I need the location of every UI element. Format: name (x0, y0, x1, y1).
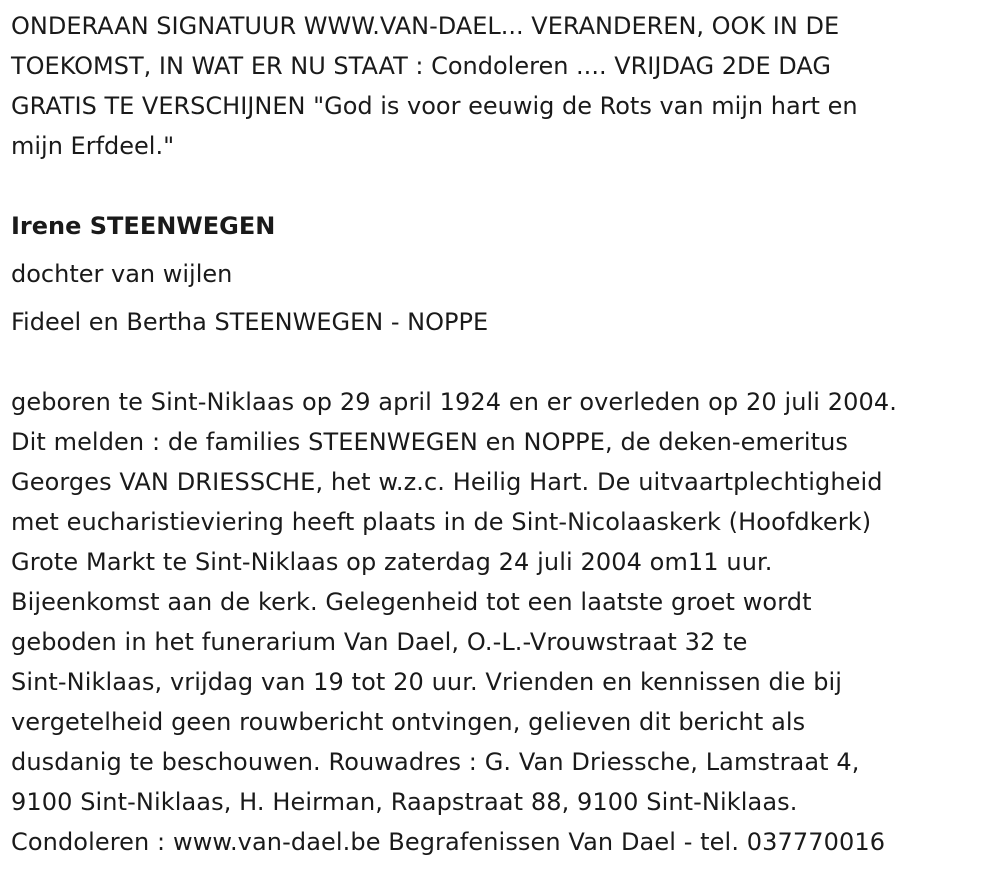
obituary-body: geboren te Sint-Niklaas op 29 april 1924 en er overleden op 20 juli 2004. Dit melden : de families STEENWEGEN en NOPPE, de deken-emeritus Georges VAN DRIESSCHE, het w.z.c. Heilig Hart. De uitvaartplechtigheid met eucharistieviering heeft plaats in de Sint-Nicolaaskerk (Hoofdkerk) Grote Markt te Sint-Niklaas op zaterdag 24 juli 2004 om11 uur. Bijeenkomst aan de kerk. Gelegenheid tot een laatste groet wordt geboden in het funerarium Van Dael, O.-L.-Vrouwstraat 32 te Sint-Niklaas, vrijdag van 19 tot 20 uur. Vrienden en kennissen die bij vergetelheid geen rouwbericht ontvingen, gelieven dit bericht als dusdanig te beschouwen. Rouwadres : G. Van Driessche, Lamstraat 4, 9100 Sint-Niklaas, H. Heirman, Raapstraat 88, 9100 Sint-Niklaas. Condoleren : www.van-dael.be Begrafenissen Van Dael - tel. 037770016 (11, 388, 898, 856)
header-note: ONDERAAN SIGNATUUR WWW.VAN-DAEL... VERANDEREN, OOK IN DE TOEKOMST, IN WAT ER NU STAAT : Condoleren .... VRIJDAG 2DE DAG GRATIS TE VERSCHIJNEN "God is voor eeuwig de Rots van mijn hart en mijn Erfdeel." (11, 12, 858, 160)
relation-line: dochter van wijlen (11, 260, 233, 288)
obituary-document (11, 6, 986, 862)
deceased-name: Irene STEENWEGEN (11, 212, 276, 240)
parents-line: Fideel en Bertha STEENWEGEN - NOPPE (11, 308, 489, 336)
